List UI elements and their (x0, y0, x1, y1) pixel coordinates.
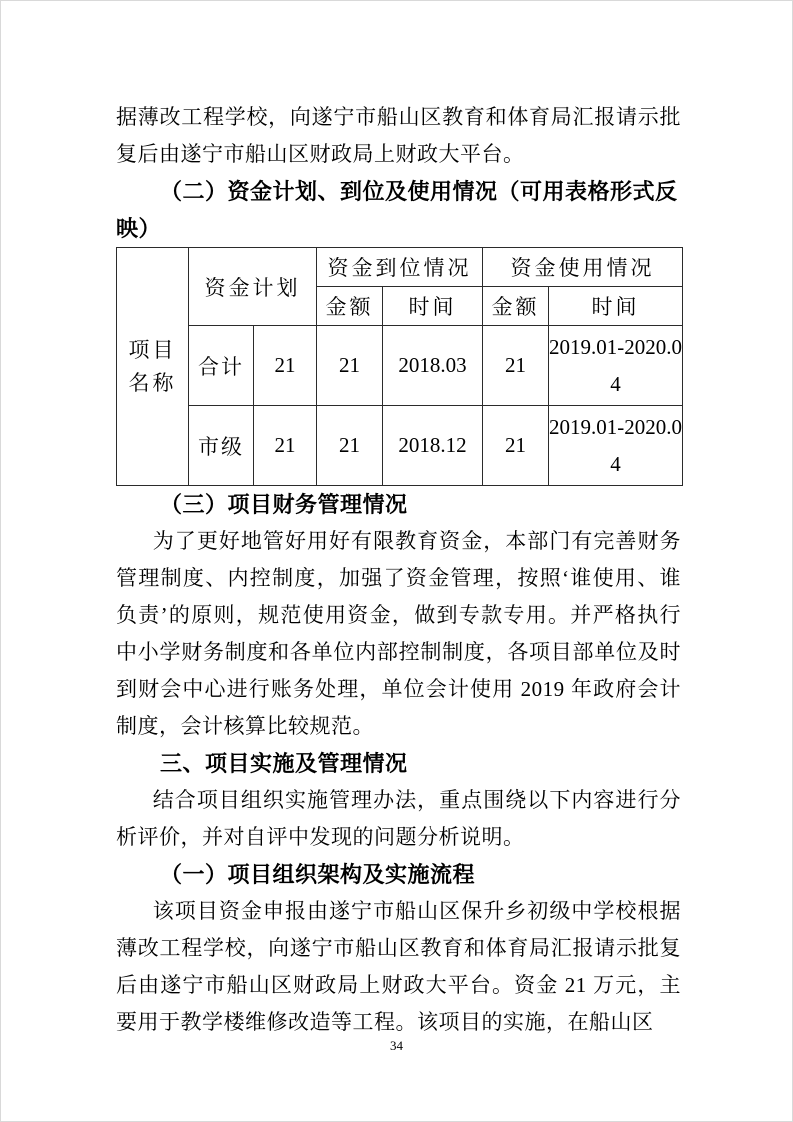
table-cell-municipal-usage-amount: 21 (483, 406, 549, 486)
heading-funding-plan: （二）资金计划、到位及使用情况（可用表格形式反映） (116, 179, 678, 241)
table-cell-total-plan: 21 (254, 326, 317, 406)
page-number: 34 (390, 1038, 403, 1053)
table-cell-municipal-arrival-time: 2018.12 (383, 406, 483, 486)
table-cell-municipal-usage-time: 2019.01-2020.04 (549, 406, 683, 486)
table-cell-total-arrival-amount: 21 (317, 326, 383, 406)
heading-implementation: 三、项目实施及管理情况 (160, 751, 408, 776)
table-header-arrival-amount: 金额 (317, 287, 383, 326)
table-cell-project-name: 项目名称 (117, 248, 189, 486)
table-cell-municipal-arrival-amount: 21 (317, 406, 383, 486)
paragraph-organization: 该项目资金申报由遂宁市船山区保升乡初级中学校根据薄改工程学校，向遂宁市船山区教育和体育局汇报请示批复后由遂宁市船山区财政局上财政大平台。资金 21 万元，主要用于教学楼维修改造等工程。该项目的实施，在船山区 (116, 899, 681, 1034)
table-header-row-1 (117, 248, 683, 287)
paragraph-carryover: 据薄改工程学校，向遂宁市船山区教育和体育局汇报请示批复后由遂宁市船山区财政局上财政大平台。 (116, 105, 681, 166)
heading-organization: （一）项目组织架构及实施流程 (160, 862, 476, 887)
table-cell-municipal-label: 市级 (189, 406, 254, 486)
table-cell-municipal-plan: 21 (254, 406, 317, 486)
paragraph-financial-management: 为了更好地管好用好有限教育资金，本部门有完善财务管理制度、内控制度，加强了资金管理，按照‘谁使用、谁负责’的原则，规范使用资金，做到专款专用。并严格执行中小学财务制度和各单位内部控制制度，各项目部单位及时到财会中心进行账务处理，单位会计使用 2019 年政府会计制度，会计核算比较规范。 (116, 529, 681, 738)
table-cell-total-label: 合计 (189, 326, 254, 406)
table-header-usage-time: 时间 (549, 287, 683, 326)
table-header-usage: 资金使用情况 (483, 248, 683, 287)
funding-table (116, 247, 683, 486)
table-header-arrival: 资金到位情况 (317, 248, 483, 287)
paragraph-implementation-intro: 结合项目组织实施管理办法，重点围绕以下内容进行分析评价，并对自评中发现的问题分析说明。 (116, 788, 681, 849)
table-header-arrival-time: 时间 (383, 287, 483, 326)
table-row-total (117, 326, 683, 406)
table-cell-total-usage-time: 2019.01-2020.04 (549, 326, 683, 406)
table-cell-total-usage-amount: 21 (483, 326, 549, 406)
table-row-municipal (117, 406, 683, 486)
table-cell-total-arrival-time: 2018.03 (383, 326, 483, 406)
heading-financial-management: （三）项目财务管理情况 (160, 492, 408, 517)
table-header-usage-amount: 金额 (483, 287, 549, 326)
table-header-plan: 资金计划 (189, 248, 317, 326)
